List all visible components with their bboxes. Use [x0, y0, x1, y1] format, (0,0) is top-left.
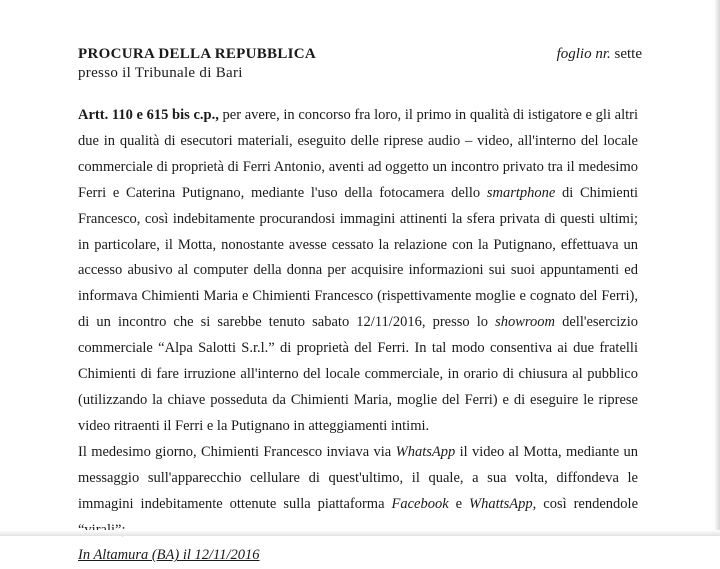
place-date-line — [78, 543, 638, 569]
page-edge-shadow — [714, 0, 720, 536]
term-smartphone: smartphone — [486, 184, 556, 201]
charge-text-part: il video al Motta, mediante un messaggio sull'apparecchio cellulare di quest'ultimo, il quale, a sua volta, diffondeva le immagini indebitamente ottenute sulla piattaforma — [78, 443, 638, 512]
office-title: PROCURA DELLA REPUBBLICA — [78, 46, 317, 62]
charge-text-part: di Chimienti Francesco, così indebitamente procurandosi immagini attinenti la sfera privata di questi ultimi; in particolare, il Motta, nonostante avesse cessato la relazione con la Putignano, effettuava un accesso abusivo al computer della donna per acquisire informazioni sui suoi appuntamenti ed informava Chimienti Maria e Chimienti Francesco (rispettivamente moglie e cognato del Ferri), di un incontro che si sarebbe tenuto sabato 12/11/2016, presso lo — [78, 184, 639, 331]
sheet-label: foglio nr. — [556, 46, 611, 62]
articles-reference: Artt. 110 e 615 bis c.p., — [78, 107, 219, 123]
charge-paragraph-1 — [78, 103, 638, 440]
term-facebook: Facebook — [391, 495, 449, 512]
term-whatsapp: WhatsApp — [395, 443, 456, 460]
term-showroom: showroom — [495, 314, 555, 331]
charge-paragraph-2 — [78, 440, 638, 544]
charge-text-part: e — [448, 495, 470, 512]
sheet-number — [557, 45, 642, 63]
term-whattsapp: WhattsApp — [469, 495, 533, 512]
charge-text — [78, 103, 638, 569]
court-subtitle: presso il Tribunale di Bari — [78, 65, 243, 81]
charge-text-part: Il medesimo giorno, Chimienti Francesco inviava via — [78, 443, 396, 460]
page-bottom-shadow — [0, 530, 720, 536]
place-date: In Altamura (BA) il 12/11/2016 — [78, 547, 260, 564]
charge-text-part: per avere, in concorso fra loro, il primo in qualità di istigatore e gli altri due in qualità di esecutori materiali, eseguito delle riprese audio – video, all'interno del locale commerciale di proprietà di Ferri Antonio, aventi ad oggetto un incontro privato tra il medesimo Ferri e Caterina Putignano, mediante l'uso della fotocamera dello — [78, 107, 639, 201]
sheet-value: sette — [614, 46, 642, 62]
charge-text-part: , così rendendole — [532, 495, 639, 512]
charge-text-part: dell'esercizio commerciale “Alpa Salotti S.r.l.” di proprietà del Ferri. In tal modo consentiva ai due fratelli Chimienti di fare irruzione all'interno del locale commerciale, in orario di chiusura al pubblico (utilizzando la chiave posseduta da Chimienti Maria, moglie del Ferri) e di eseguire le riprese video ritraenti il Ferri e la Putignano in atteggiamenti intimi. — [78, 314, 638, 434]
document-header — [78, 45, 638, 83]
